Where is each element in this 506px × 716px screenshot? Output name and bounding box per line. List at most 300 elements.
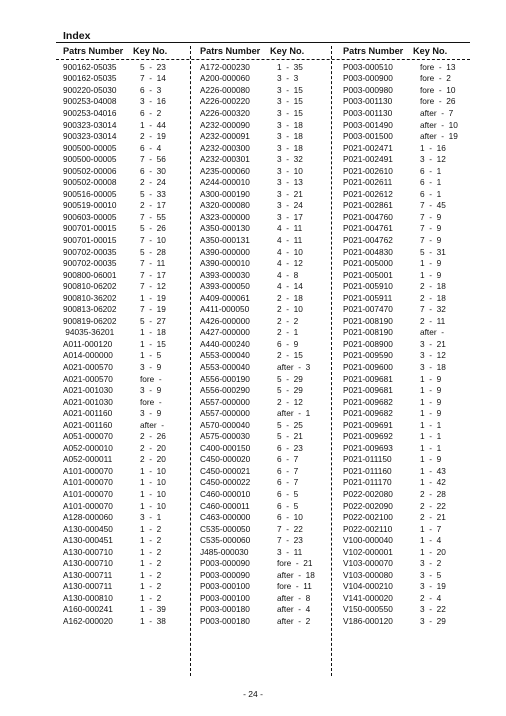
key-number: 7 - 11 — [140, 258, 166, 269]
index-row — [200, 407, 321, 419]
index-row — [343, 257, 464, 269]
index-row — [343, 373, 464, 385]
index-row — [343, 165, 464, 177]
part-number: A130-000711 — [63, 569, 113, 580]
key-number: 3 - 18 — [277, 131, 303, 142]
index-row — [200, 350, 321, 362]
part-number: A130-000451 — [63, 535, 113, 546]
index-row — [343, 558, 464, 570]
key-number: after - 8 — [277, 592, 311, 603]
part-number: 900502-00008 — [63, 177, 117, 188]
part-number: V102-000001 — [343, 546, 393, 557]
index-row — [200, 454, 321, 466]
key-number: 6 - 7 — [277, 477, 299, 488]
part-number: P021-004760 — [343, 211, 393, 222]
index-row — [200, 442, 321, 454]
key-number: 1 - 1 — [420, 419, 442, 430]
part-number: 900702-00035 — [63, 246, 117, 257]
index-row — [343, 153, 464, 165]
part-number: P003-000100 — [200, 581, 250, 592]
index-row — [200, 84, 321, 96]
key-number: 1 - 2 — [140, 523, 162, 534]
index-row — [63, 142, 184, 154]
key-number: 7 - 56 — [140, 154, 166, 165]
index-row — [200, 200, 321, 212]
key-number: 6 - 2 — [140, 107, 162, 118]
key-number: 3 - 12 — [420, 154, 446, 165]
part-number: P021-009682 — [343, 396, 393, 407]
key-number: 6 - 5 — [277, 500, 299, 511]
index-row — [343, 338, 464, 350]
key-number: 6 - 1 — [420, 188, 442, 199]
part-number: A323-000000 — [200, 211, 250, 222]
index-row — [63, 419, 184, 431]
part-number: P021-005001 — [343, 269, 393, 280]
key-number: 1 - 2 — [140, 592, 162, 603]
index-row — [343, 142, 464, 154]
index-row — [343, 569, 464, 581]
part-number: 900603-00005 — [63, 211, 117, 222]
key-number: 2 - 10 — [277, 304, 303, 315]
key-number: 7 - 32 — [420, 304, 446, 315]
index-row — [63, 384, 184, 396]
key-number: 3 - 5 — [420, 569, 442, 580]
key-number: 7 - 12 — [140, 281, 166, 292]
index-row — [200, 107, 321, 119]
index-row — [343, 292, 464, 304]
part-number: A320-000080 — [200, 200, 250, 211]
key-number: fore - — [140, 373, 162, 384]
key-number: 7 - 9 — [420, 223, 442, 234]
index-row — [343, 431, 464, 443]
part-number: 900800-06001 — [63, 269, 117, 280]
key-number: 5 - 21 — [277, 431, 303, 442]
key-number: after - 1 — [277, 408, 311, 419]
key-number: 1 - 7 — [420, 523, 442, 534]
index-row — [63, 280, 184, 292]
key-number: 6 - 3 — [140, 84, 162, 95]
part-number: A556-000190 — [200, 373, 250, 384]
key-number: 6 - 5 — [277, 489, 299, 499]
part-number: A101-000070 — [63, 477, 113, 488]
index-row — [343, 200, 464, 212]
key-number: after - 2 — [277, 616, 311, 627]
index-row — [343, 419, 464, 431]
index-row — [63, 592, 184, 604]
part-number: P021-009682 — [343, 408, 393, 419]
key-number: 2 - 19 — [140, 131, 166, 142]
part-number: P003-001130 — [343, 96, 393, 107]
key-number: 3 - 13 — [277, 177, 303, 188]
key-number: after - 3 — [277, 361, 311, 372]
part-number: A011-000120 — [63, 338, 113, 349]
key-number: 1 - 15 — [140, 338, 166, 349]
part-number: P021-002861 — [343, 200, 393, 211]
index-row — [63, 604, 184, 616]
index-column-3 — [343, 43, 464, 627]
index-row — [63, 176, 184, 188]
index-row — [343, 384, 464, 396]
key-number: 7 - 22 — [277, 523, 303, 534]
key-number: 3 - 2 — [420, 558, 442, 569]
index-row — [200, 373, 321, 385]
part-number: 900253-04016 — [63, 107, 117, 118]
key-number: 3 - 1 — [140, 512, 162, 523]
part-number: P003-001130 — [343, 107, 393, 118]
part-number: 900810-36202 — [63, 292, 117, 303]
key-number: 3 - 21 — [420, 338, 446, 349]
key-number: 2 - 18 — [420, 281, 446, 292]
part-number: P021-005000 — [343, 258, 393, 269]
part-number: P021-002610 — [343, 165, 393, 176]
index-row — [343, 442, 464, 454]
part-number: P022-002080 — [343, 489, 393, 499]
part-number: A021-001030 — [63, 396, 113, 407]
part-number: P022-002090 — [343, 500, 393, 511]
key-number: 3 - 11 — [277, 546, 303, 557]
index-row — [63, 373, 184, 385]
index-row — [343, 246, 464, 258]
part-number: 900323-03014 — [63, 119, 117, 130]
index-row — [63, 234, 184, 246]
key-number: fore - 13 — [420, 61, 456, 72]
index-row — [63, 396, 184, 408]
key-number: after - — [140, 419, 164, 430]
key-number: 5 - 33 — [140, 188, 166, 199]
key-number: 7 - 55 — [140, 211, 166, 222]
index-row — [343, 511, 464, 523]
key-number: fore - 10 — [420, 84, 456, 95]
key-no-header: Key No. — [270, 46, 305, 56]
key-number: fore - 26 — [420, 96, 456, 107]
part-number: V103-000080 — [343, 569, 393, 580]
part-number: C460-000011 — [200, 500, 250, 511]
key-number: 1 - 5 — [140, 350, 162, 361]
index-row — [200, 223, 321, 235]
parts-number-header: Patrs Number — [63, 46, 124, 56]
part-number: A226-000080 — [200, 84, 250, 95]
part-number: P021-009681 — [343, 385, 393, 396]
part-number: A553-000040 — [200, 350, 250, 361]
part-number: P021-005910 — [343, 281, 393, 292]
index-row — [200, 257, 321, 269]
key-number: 1 - 9 — [420, 385, 442, 396]
key-number: 3 - 3 — [277, 73, 299, 84]
index-row — [63, 569, 184, 581]
key-number: 3 - 10 — [277, 165, 303, 176]
key-number: 1 - 20 — [420, 546, 446, 557]
key-number: 6 - 30 — [140, 165, 166, 176]
index-row — [63, 500, 184, 512]
part-number: A390-000000 — [200, 246, 250, 257]
index-row — [200, 511, 321, 523]
index-row — [200, 581, 321, 593]
key-number: 5 - 31 — [420, 246, 446, 257]
key-number: 5 - 29 — [277, 385, 303, 396]
index-row — [63, 442, 184, 454]
index-row — [63, 534, 184, 546]
part-number: C463-000000 — [200, 512, 251, 523]
index-rows — [63, 61, 184, 627]
key-number: 1 - 9 — [420, 396, 442, 407]
key-number: 3 - 19 — [420, 581, 446, 592]
index-row — [63, 211, 184, 223]
key-number: 1 - 10 — [140, 465, 166, 476]
part-number: 900701-00015 — [63, 223, 117, 234]
key-number: 2 - 4 — [420, 592, 442, 603]
part-number: P003-000090 — [200, 558, 250, 569]
key-number: 2 - 28 — [420, 489, 446, 499]
index-row — [200, 592, 321, 604]
index-row — [343, 73, 464, 85]
part-number: A226-000220 — [200, 96, 250, 107]
key-no-header: Key No. — [133, 46, 168, 56]
part-number: A232-000091 — [200, 131, 250, 142]
part-number: A052-000010 — [63, 442, 113, 453]
key-number: 7 - 23 — [277, 535, 303, 546]
key-number: 3 - 17 — [277, 211, 303, 222]
index-row — [343, 465, 464, 477]
part-number: A350-000130 — [200, 223, 250, 234]
part-number: 900220-05030 — [63, 84, 117, 95]
part-number: A426-000000 — [200, 315, 250, 326]
page-title: Index — [63, 30, 91, 42]
index-row — [200, 615, 321, 627]
part-number: P021-011170 — [343, 477, 392, 488]
index-row — [63, 407, 184, 419]
part-number: P003-000180 — [200, 616, 250, 627]
index-row — [200, 119, 321, 131]
part-number: 900702-00035 — [63, 258, 117, 269]
part-number: 900162-05035 — [63, 61, 117, 72]
index-row — [200, 546, 321, 558]
index-row — [343, 96, 464, 108]
key-number: 7 - 10 — [140, 234, 166, 245]
part-number: V141-000020 — [343, 592, 393, 603]
part-number: C535-000050 — [200, 523, 251, 534]
index-row — [63, 223, 184, 235]
index-row — [343, 176, 464, 188]
key-number: 2 - 2 — [277, 315, 299, 326]
index-row — [200, 558, 321, 570]
part-number: A393-000030 — [200, 269, 250, 280]
index-row — [200, 523, 321, 535]
key-number: 1 - 2 — [140, 581, 162, 592]
key-number: 7 - 9 — [420, 234, 442, 245]
index-row — [200, 153, 321, 165]
key-number: 1 - 39 — [140, 604, 166, 615]
part-number: A575-000030 — [200, 431, 250, 442]
part-number: C460-000010 — [200, 489, 251, 499]
index-row — [63, 73, 184, 85]
key-number: 1 - 2 — [140, 546, 162, 557]
key-no-header: Key No. — [413, 46, 448, 56]
part-number: A172-000230 — [200, 61, 250, 72]
key-number: 3 - 22 — [420, 604, 446, 615]
part-number: P021-009693 — [343, 442, 393, 453]
index-row — [200, 165, 321, 177]
part-number: A556-000290 — [200, 385, 250, 396]
part-number: A232-000090 — [200, 119, 250, 130]
index-row — [200, 292, 321, 304]
part-number: J485-000030 — [200, 546, 249, 557]
part-number: A101-000070 — [63, 489, 113, 499]
index-row — [63, 477, 184, 489]
key-number: 1 - 1 — [420, 442, 442, 453]
index-row — [343, 211, 464, 223]
part-number: 900253-04008 — [63, 96, 117, 107]
index-row — [200, 534, 321, 546]
part-number: A021-001030 — [63, 385, 113, 396]
index-row — [200, 246, 321, 258]
part-number: A226-000320 — [200, 107, 250, 118]
key-number: fore - 11 — [277, 581, 312, 592]
key-number: 2 - 20 — [140, 454, 166, 465]
part-number: 900502-00006 — [63, 165, 117, 176]
key-number: 2 - 11 — [420, 315, 446, 326]
index-row — [343, 280, 464, 292]
part-number: P021-007470 — [343, 304, 393, 315]
part-number: A130-000711 — [63, 581, 113, 592]
index-row — [200, 234, 321, 246]
index-rows — [200, 61, 321, 627]
part-number: P021-004830 — [343, 246, 393, 257]
parts-number-header: Patrs Number — [200, 46, 261, 56]
part-number: A130-000710 — [63, 558, 113, 569]
key-number: 3 - 15 — [277, 96, 303, 107]
index-row — [200, 500, 321, 512]
index-row — [63, 431, 184, 443]
part-number: A130-000810 — [63, 592, 113, 603]
index-row — [343, 523, 464, 535]
part-number: C400-000150 — [200, 442, 251, 453]
key-number: after - 19 — [420, 131, 458, 142]
index-row — [200, 477, 321, 489]
key-number: 1 - 16 — [420, 142, 446, 153]
part-number: A021-001160 — [63, 419, 113, 430]
key-number: 7 - 17 — [140, 269, 166, 280]
part-number: P022-002110 — [343, 523, 393, 534]
key-number: 3 - 15 — [277, 107, 303, 118]
part-number: A411-000050 — [200, 304, 250, 315]
index-row — [343, 188, 464, 200]
part-number: P021-009691 — [343, 419, 393, 430]
part-number: A128-000060 — [63, 512, 113, 523]
key-number: 3 - 9 — [140, 361, 162, 372]
index-row — [63, 511, 184, 523]
part-number: P021-009692 — [343, 431, 393, 442]
part-number: A130-000710 — [63, 546, 113, 557]
part-number: V103-000070 — [343, 558, 393, 569]
key-number: 1 - 18 — [140, 327, 166, 338]
index-row — [343, 327, 464, 339]
key-number: 2 - 24 — [140, 177, 166, 188]
index-row — [343, 303, 464, 315]
index-row — [200, 176, 321, 188]
index-row — [63, 315, 184, 327]
index-row — [63, 558, 184, 570]
part-number: 900810-06202 — [63, 281, 117, 292]
part-number: 900500-00005 — [63, 142, 117, 153]
index-row — [343, 396, 464, 408]
part-number: A557-000000 — [200, 408, 250, 419]
part-number: C450-000021 — [200, 465, 251, 476]
part-number: P021-009590 — [343, 350, 393, 361]
part-number: P003-000980 — [343, 84, 393, 95]
index-row — [200, 73, 321, 85]
index-row — [343, 234, 464, 246]
part-number: C535-000060 — [200, 535, 251, 546]
key-number: 5 - 25 — [277, 419, 303, 430]
index-row — [343, 500, 464, 512]
part-number: A235-000060 — [200, 165, 250, 176]
part-number: P021-002612 — [343, 188, 393, 199]
key-number: after - 18 — [277, 569, 315, 580]
key-number: 1 - 10 — [140, 500, 166, 511]
index-row — [63, 488, 184, 500]
key-number: 3 - 16 — [140, 96, 166, 107]
part-number: P021-011150 — [343, 454, 392, 465]
index-row — [63, 303, 184, 315]
index-row — [200, 303, 321, 315]
key-number: 6 - 10 — [277, 512, 303, 523]
part-number: V150-000550 — [343, 604, 393, 615]
part-number: A051-000070 — [63, 431, 113, 442]
index-row — [200, 384, 321, 396]
part-number: P021-009681 — [343, 373, 393, 384]
key-number: 3 - 29 — [420, 616, 446, 627]
part-number: A300-000190 — [200, 188, 250, 199]
key-number: 4 - 11 — [277, 223, 303, 234]
index-row — [63, 546, 184, 558]
part-number: A553-000040 — [200, 361, 250, 372]
part-number: P021-002491 — [343, 154, 393, 165]
key-number: 1 - 43 — [420, 465, 446, 476]
index-row — [343, 454, 464, 466]
part-number: A570-000040 — [200, 419, 250, 430]
part-number: V100-000040 — [343, 535, 393, 546]
part-number: A052-000011 — [63, 454, 113, 465]
key-number: 1 - 9 — [420, 258, 442, 269]
key-number: 1 - 9 — [420, 269, 442, 280]
part-number: A350-000131 — [200, 234, 250, 245]
index-row — [63, 165, 184, 177]
index-row — [63, 269, 184, 281]
index-row — [200, 61, 321, 73]
part-number: P021-002471 — [343, 142, 393, 153]
index-row — [200, 315, 321, 327]
index-row — [63, 465, 184, 477]
part-number: P021-004762 — [343, 234, 393, 245]
part-number: 900519-00010 — [63, 200, 117, 211]
index-row — [200, 280, 321, 292]
part-number: P003-001490 — [343, 119, 393, 130]
index-row — [63, 327, 184, 339]
key-number: 1 - 1 — [420, 431, 442, 442]
key-number: 5 - 28 — [140, 246, 166, 257]
key-number: 2 - 18 — [420, 292, 446, 303]
index-row — [343, 350, 464, 362]
key-number: 3 - 12 — [420, 350, 446, 361]
part-number: P021-009600 — [343, 361, 393, 372]
index-row — [200, 361, 321, 373]
key-number: 1 - 2 — [140, 535, 162, 546]
part-number: A160-000241 — [63, 604, 113, 615]
part-number: A232-000300 — [200, 142, 250, 153]
key-number: 4 - 10 — [277, 246, 303, 257]
key-number: 2 - 15 — [277, 350, 303, 361]
index-row — [343, 107, 464, 119]
